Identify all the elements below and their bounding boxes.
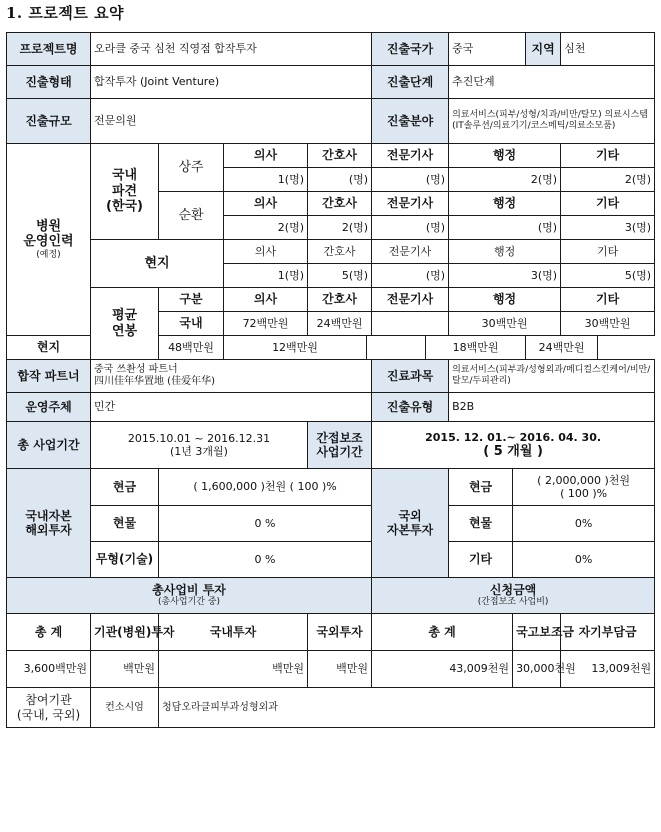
domestic-intangible-value: 0 %: [159, 542, 372, 578]
salary-local-tech: [367, 336, 426, 360]
salary-role-nurse: 간호사: [308, 288, 372, 312]
section-title: 1. 프로젝트 요약: [6, 4, 125, 22]
summary-value-total: 3,600백만원: [7, 651, 91, 688]
salary-role-tech: 전문기사: [372, 288, 449, 312]
row-summary-headers: [7, 614, 655, 651]
rotation-role-other: 기타: [561, 192, 655, 216]
indirect-value-cell: [372, 422, 655, 469]
entry-stage-value: 추진단계: [449, 66, 655, 99]
domestic-investment-label: 국내자본 해외투자: [7, 469, 91, 578]
salary-label: 평균 연봉: [91, 288, 159, 360]
entry-scale-value: 전문의원: [91, 99, 372, 144]
salary-local-admin: 18백만원: [426, 336, 526, 360]
participants-value-1: 컨소시엄: [91, 688, 159, 728]
applied-amount-label: 신청금액: [489, 582, 537, 597]
entry-model-value: B2B: [449, 393, 655, 422]
summary-value-institution: 백만원: [91, 651, 159, 688]
local-role-tech: 전문기사: [372, 240, 449, 264]
summary-value-self: 13,009천원: [561, 651, 655, 688]
entry-stage-label: 진출단계: [372, 66, 449, 99]
resident-role-other: 기타: [561, 144, 655, 168]
resident-role-admin: 행정: [449, 144, 561, 168]
foreign-investment-label: 국외 자본투자: [372, 469, 449, 578]
salary-header-label: 구분: [159, 288, 224, 312]
departments-label: 진료과목: [372, 360, 449, 393]
row-local-roles: [7, 240, 655, 264]
salary-domestic-other: 30백만원: [561, 312, 655, 336]
salary-domestic-nurse: 24백만원: [308, 312, 372, 336]
resident-value-tech: (명): [372, 168, 449, 192]
region-label: 지역: [526, 33, 561, 66]
rotation-value-tech: (명): [372, 216, 449, 240]
applied-amount-note: (간접보조 사업비): [477, 597, 549, 608]
foreign-cash-label: 현금: [449, 469, 513, 506]
foreign-other-value: 0%: [513, 542, 655, 578]
domestic-cash-value: ( 1,600,000 )천원 ( 100 )%: [159, 469, 372, 506]
local-value-doctor: 1(명): [224, 264, 308, 288]
salary-local-label: 현지: [7, 336, 91, 360]
rotation-role-nurse: 간호사: [308, 192, 372, 216]
resident-role-doctor: 의사: [224, 144, 308, 168]
rotation-label: 순환: [159, 192, 224, 240]
foreign-inkind-value: 0%: [513, 506, 655, 542]
summary-header-self: 자기부담금: [561, 614, 655, 651]
salary-role-other: 기타: [561, 288, 655, 312]
entry-scale-label: 진출규모: [7, 99, 91, 144]
operator-value: 민간: [91, 393, 372, 422]
rotation-value-other: 3(명): [561, 216, 655, 240]
partner-label: 합작 파트너: [7, 360, 91, 393]
row-operator: [7, 393, 655, 422]
resident-value-nurse: (명): [308, 168, 372, 192]
entry-model-label: 진출유형: [372, 393, 449, 422]
foreign-cash-value: ( 2,000,000 )천원 ( 100 )%: [513, 469, 655, 506]
summary-header-subsidy: 국고보조금: [513, 614, 561, 651]
partner-line-2: 四川佳年华置地 (佳爱年华): [94, 376, 215, 387]
summary-header-domestic: 국내투자: [159, 614, 308, 651]
summary-value-domestic: 백만원: [159, 651, 308, 688]
row-summary-values: [7, 651, 655, 688]
local-role-other: 기타: [561, 240, 655, 264]
country-value: 중국: [449, 33, 526, 66]
staff-label-cell: [7, 144, 91, 336]
row-period: [7, 422, 655, 469]
salary-domestic-admin: 30백만원: [449, 312, 561, 336]
total-investment-label: 총사업비 투자: [152, 582, 226, 597]
row-project: [7, 33, 655, 66]
domestic-intangible-label: 무형(기술): [91, 542, 159, 578]
row-investment-inkind: [7, 506, 655, 542]
participants-label: 참여기관 (국내, 국외): [7, 688, 91, 728]
region-value: 심천: [561, 33, 655, 66]
indirect-label: 간접보조 사업기간: [308, 422, 372, 469]
rotation-value-nurse: 2(명): [308, 216, 372, 240]
participants-value-2: 청담오라클피부과성형외과: [159, 688, 655, 728]
salary-domestic-label: 국내: [159, 312, 224, 336]
resident-role-tech: 전문기사: [372, 144, 449, 168]
local-role-nurse: 간호사: [308, 240, 372, 264]
period-value: 2015.10.01 ~ 2016.12.31: [127, 431, 271, 445]
departments-value: 의료서비스(피부과/성형외과/메디컬스킨케어/비만/탈모/두피관리): [449, 360, 655, 393]
summary-header-foreign: 국외투자: [308, 614, 372, 651]
row-participants: [7, 688, 655, 728]
domestic-inkind-label: 현물: [91, 506, 159, 542]
entry-field-value: 의료서비스(피부/성형/치과/비만/탈모) 의료시스템(IT솔루션/의료기기/코스메틱/의료소모품): [449, 99, 655, 144]
indirect-value-sub: ( 5 개월 ): [483, 443, 543, 459]
entry-type-value: 합작투자 (Joint Venture): [91, 66, 372, 99]
local-value-tech: (명): [372, 264, 449, 288]
entry-field-label: 진출분야: [372, 99, 449, 144]
operator-label: 운영주체: [7, 393, 91, 422]
period-label: 총 사업기간: [7, 422, 91, 469]
row-salary-header: [7, 288, 655, 312]
total-investment-note: (총사업기간 중): [158, 597, 221, 608]
resident-value-admin: 2(명): [449, 168, 561, 192]
rotation-role-tech: 전문기사: [372, 192, 449, 216]
country-label: 진출국가: [372, 33, 449, 66]
partner-value-cell: [91, 360, 372, 393]
foreign-inkind-label: 현물: [449, 506, 513, 542]
resident-label: 상주: [159, 144, 224, 192]
rotation-value-doctor: 2(명): [224, 216, 308, 240]
salary-domestic-tech: [372, 312, 449, 336]
salary-local-doctor: 48백만원: [159, 336, 224, 360]
domestic-cash-label: 현금: [91, 469, 159, 506]
row-investment-cash: [7, 469, 655, 506]
row-summary-title: [7, 578, 655, 614]
summary-header-total: 총 계: [7, 614, 91, 651]
rotation-role-doctor: 의사: [224, 192, 308, 216]
dispatch-label: 국내 파견 (한국): [91, 144, 159, 240]
row-entry-scale: [7, 99, 655, 144]
staff-label-note: (예정): [36, 249, 61, 260]
salary-local-other: 24백만원: [526, 336, 598, 360]
indirect-value: 2015. 12. 01.~ 2016. 04. 30.: [425, 430, 602, 444]
local-label: 현지: [91, 240, 224, 288]
local-value-other: 5(명): [561, 264, 655, 288]
summary-value-foreign: 백만원: [308, 651, 372, 688]
rotation-value-admin: (명): [449, 216, 561, 240]
row-investment-other: [7, 542, 655, 578]
resident-role-nurse: 간호사: [308, 144, 372, 168]
domestic-inkind-value: 0 %: [159, 506, 372, 542]
resident-value-other: 2(명): [561, 168, 655, 192]
entry-type-label: 진출형태: [7, 66, 91, 99]
local-value-admin: 3(명): [449, 264, 561, 288]
local-role-admin: 행정: [449, 240, 561, 264]
resident-value-doctor: 1(명): [224, 168, 308, 192]
project-name-label: 프로젝트명: [7, 33, 91, 66]
project-name-value: 오라클 중국 심천 직영점 합작투자: [91, 33, 372, 66]
project-summary-table: [6, 32, 655, 728]
summary-header-institution: 기관(병원)투자: [91, 614, 159, 651]
rotation-role-admin: 행정: [449, 192, 561, 216]
local-role-doctor: 의사: [224, 240, 308, 264]
salary-role-doctor: 의사: [224, 288, 308, 312]
foreign-other-label: 기타: [449, 542, 513, 578]
row-resident-roles: [7, 144, 655, 168]
local-value-nurse: 5(명): [308, 264, 372, 288]
summary-header-applied-total: 총 계: [372, 614, 513, 651]
salary-role-admin: 행정: [449, 288, 561, 312]
salary-local-nurse: 12백만원: [224, 336, 367, 360]
summary-value-applied-total: 43,009천원: [372, 651, 513, 688]
applied-amount-cell: [372, 578, 655, 614]
row-entry-type: [7, 66, 655, 99]
period-value-sub: (1년 3개월): [170, 445, 228, 458]
summary-value-subsidy: 30,000천원: [513, 651, 561, 688]
total-investment-cell: [7, 578, 372, 614]
row-partner: [7, 360, 655, 393]
salary-domestic-doctor: 72백만원: [224, 312, 308, 336]
partner-line-1: 중국 쓰촨성 파트너: [94, 364, 178, 375]
staff-label: 병원 운영인력: [23, 218, 74, 250]
period-value-cell: [91, 422, 308, 469]
